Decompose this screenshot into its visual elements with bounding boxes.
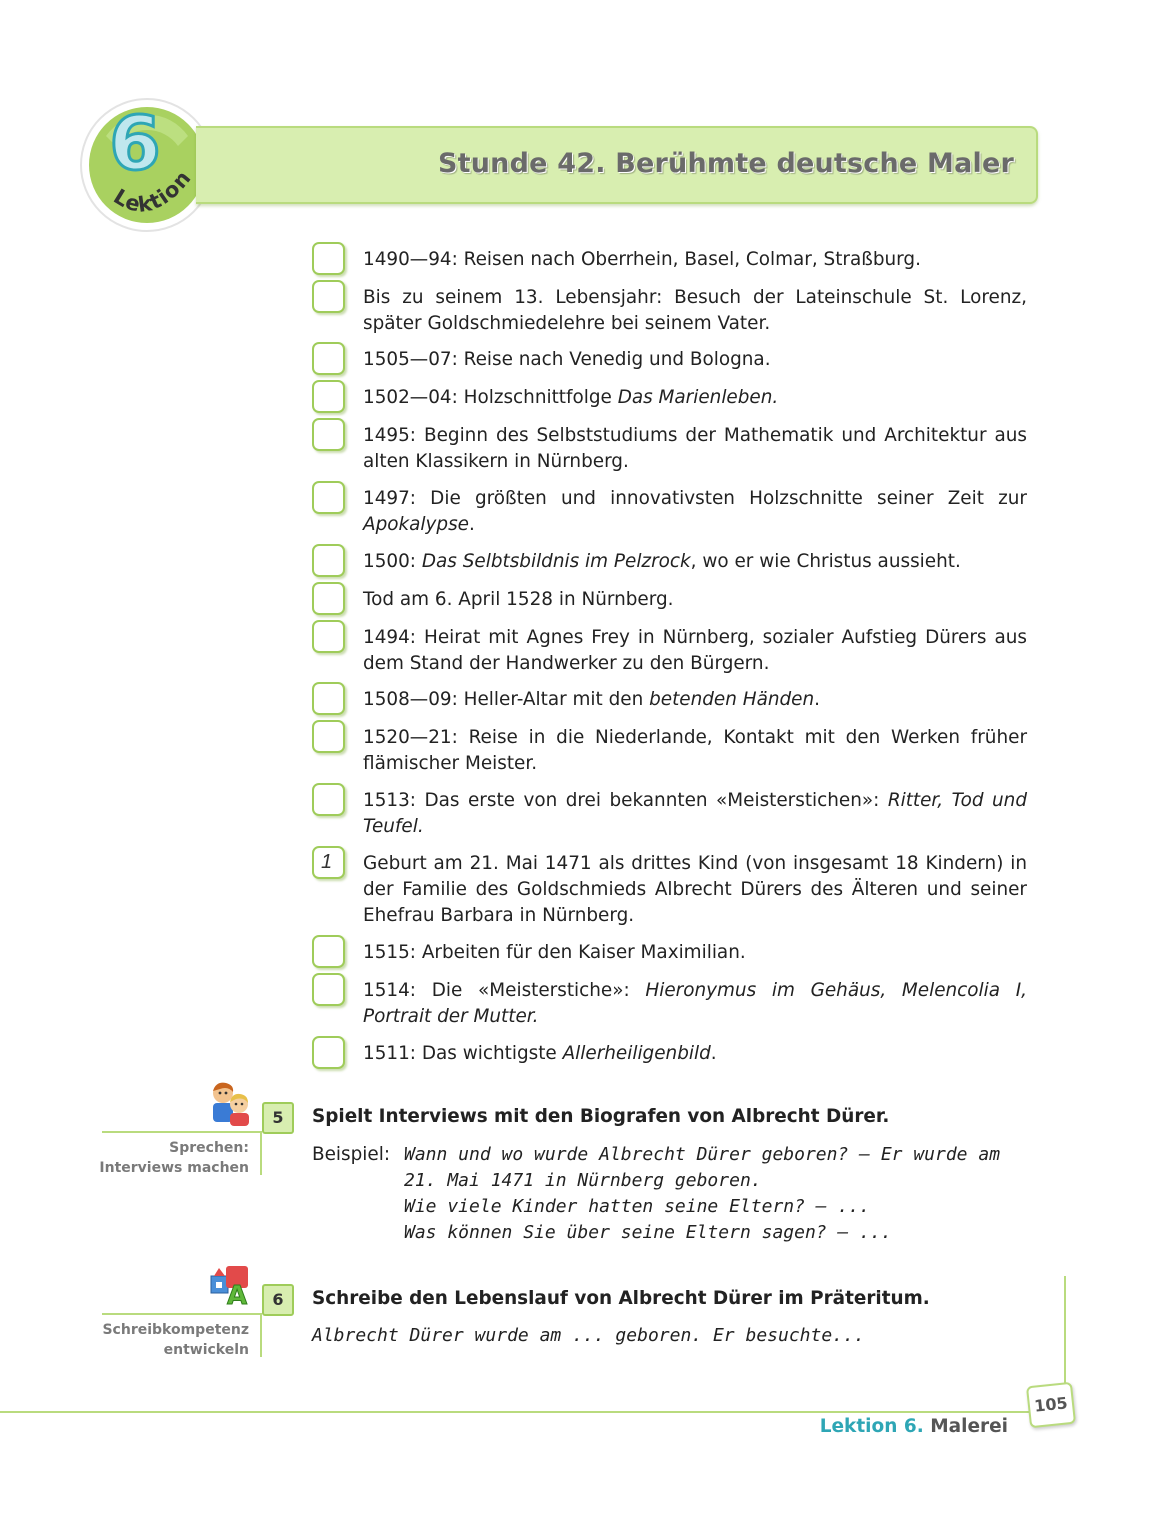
timeline-item-text	[363, 486, 1027, 538]
order-box[interactable]	[312, 342, 345, 375]
timeline-item-text	[363, 549, 1027, 575]
exercise-6-skill-line2: entwickeln	[163, 1342, 249, 1358]
exercise-5-vline	[260, 1131, 262, 1175]
italic-title: Apokalypse	[363, 514, 469, 535]
order-box[interactable]	[312, 620, 345, 653]
order-box[interactable]	[312, 973, 345, 1006]
text-segment: 1520—21: Reise in die Niederlande, Kontakt mit den Werken früher flämischer Meister.	[363, 727, 1027, 774]
header-bar	[196, 126, 1038, 204]
timeline-item-text	[363, 625, 1027, 677]
text-segment: 1495: Beginn des Selbststudiums der Mathematik und Architektur aus alten Klassikern in Nürnberg.	[363, 425, 1027, 472]
timeline-item-text	[363, 788, 1027, 840]
children-icon	[208, 1080, 254, 1128]
example-line-4: Was können Sie über seine Eltern sagen? — ...	[404, 1222, 892, 1243]
exercise-6-skill	[102, 1320, 249, 1360]
lesson-number: 6	[109, 101, 161, 187]
text-segment: Geburt am 21. Mai 1471 als drittes Kind (von insgesamt 18 Kindern) in der Familie des Goldschmieds Albrecht Dürers des Älteren und seiner Ehefrau Barbara in Nürnberg.	[363, 853, 1027, 926]
text-segment: 1500:	[363, 551, 422, 572]
exercise-6-divider	[102, 1313, 262, 1315]
example-label: Beispiel:	[312, 1144, 391, 1165]
exercise-5-title: Spielt Interviews mit den Biografen von Albrecht Dürer.	[312, 1106, 890, 1127]
order-box[interactable]	[312, 280, 345, 313]
order-box[interactable]: 1	[312, 846, 345, 879]
timeline-item-text	[363, 423, 1027, 475]
italic-title: Allerheiligenbild	[562, 1043, 711, 1064]
order-box[interactable]	[312, 380, 345, 413]
italic-title: Hieronymus im Gehäus, Melencolia I, Portrait der Mutter.	[363, 980, 1028, 1027]
exercise-6-number: 6	[262, 1284, 294, 1316]
svg-text:A: A	[226, 1281, 248, 1308]
exercise-6-start-line: Albrecht Dürer wurde am ... geboren. Er besuchte...	[312, 1325, 865, 1346]
example-line-1: Wann und wo wurde Albrecht Dürer geboren? — Er wurde am	[404, 1144, 1001, 1165]
exercise-6-skill-line1: Schreibkompetenz	[102, 1322, 249, 1338]
text-segment: .	[710, 1043, 717, 1064]
timeline-item-text	[363, 725, 1027, 777]
italic-title: Das Selbtsbildnis im Pelzrock	[421, 551, 691, 572]
text-segment: 1497: Die größten und innovativsten Holzschnitte seiner Zeit zur	[363, 488, 1027, 509]
exercise-5-skill-line2: Interviews machen	[99, 1160, 249, 1176]
text-segment: 1514: Die «Meisterstiche»:	[363, 980, 646, 1001]
text-segment: 1494: Heirat mit Agnes Frey in Nürnberg, sozialer Aufstieg Dürers aus dem Stand der Handwerker zu den Bürgern.	[363, 627, 1027, 674]
timeline-item-text	[363, 247, 1027, 273]
exercise-5-divider	[102, 1131, 262, 1133]
text-segment: 1515: Arbeiten für den Kaiser Maximilian.	[363, 942, 746, 963]
timeline-item-text	[363, 587, 1027, 613]
footer-topic: Malerei	[930, 1416, 1008, 1437]
page-title: Stunde 42. Berühmte deutsche Maler	[437, 148, 1014, 179]
order-box[interactable]	[312, 1036, 345, 1069]
text-segment: 1490—94: Reisen nach Oberrhein, Basel, Colmar, Straßburg.	[363, 249, 921, 270]
text-segment: 1505—07: Reise nach Venedig und Bologna.	[363, 349, 771, 370]
exercise-5-number: 5	[262, 1102, 294, 1134]
page-number: 105	[1026, 1382, 1076, 1429]
lesson-word: Lektion	[109, 165, 197, 217]
exercise-6-vline	[260, 1313, 262, 1357]
italic-title: betenden Händen	[649, 689, 815, 710]
order-box[interactable]	[312, 242, 345, 275]
footer-caption	[820, 1416, 1008, 1437]
timeline-item-text	[363, 347, 1027, 373]
timeline-item-text	[363, 385, 1027, 411]
timeline-item-text	[363, 978, 1027, 1030]
order-box[interactable]	[312, 720, 345, 753]
footer-lesson-label: Lektion 6.	[819, 1416, 924, 1437]
italic-title: Ritter, Tod und Teufel.	[363, 790, 1027, 837]
letter-blocks-icon	[208, 1262, 254, 1308]
text-segment: .	[469, 514, 475, 535]
italic-title: Das Marienleben.	[617, 387, 779, 408]
order-box[interactable]	[312, 682, 345, 715]
timeline-item-text	[363, 851, 1027, 929]
order-box[interactable]	[312, 544, 345, 577]
order-box[interactable]	[312, 481, 345, 514]
footer-line	[0, 1411, 1030, 1413]
text-segment: , wo er wie Christus aussieht.	[690, 551, 961, 572]
text-segment: 1513: Das erste von drei bekannten «Meisterstichen»:	[363, 790, 888, 811]
text-segment: Tod am 6. April 1528 in Nürnberg.	[363, 589, 674, 610]
timeline-item-text	[363, 687, 1027, 713]
right-margin-line	[1064, 1276, 1066, 1394]
timeline-item-text	[363, 285, 1027, 337]
text-segment: 1502—04: Holzschnittfolge	[363, 387, 618, 408]
example-line-3: Wie viele Kinder hatten seine Eltern? — ...	[404, 1196, 870, 1217]
timeline-item-text	[363, 1041, 1027, 1067]
order-box[interactable]	[312, 418, 345, 451]
exercise-5-skill-line1: Sprechen:	[169, 1140, 249, 1156]
exercise-5-skill	[99, 1138, 249, 1178]
text-segment: 1508—09: Heller-Altar mit den	[363, 689, 650, 710]
timeline-item-text	[363, 940, 1027, 966]
text-segment: Bis zu seinem 13. Lebensjahr: Besuch der Lateinschule St. Lorenz, später Goldschmiedelehre bei seinem Vater.	[363, 287, 1027, 334]
order-box[interactable]	[312, 783, 345, 816]
example-line-2: 21. Mai 1471 in Nürnberg geboren.	[404, 1170, 762, 1191]
order-box[interactable]	[312, 935, 345, 968]
text-segment: .	[814, 689, 820, 710]
text-segment: 1511: Das wichtigste	[363, 1043, 563, 1064]
order-box[interactable]	[312, 582, 345, 615]
exercise-6-title: Schreibe den Lebenslauf von Albrecht Dürer im Präteritum.	[312, 1288, 930, 1309]
